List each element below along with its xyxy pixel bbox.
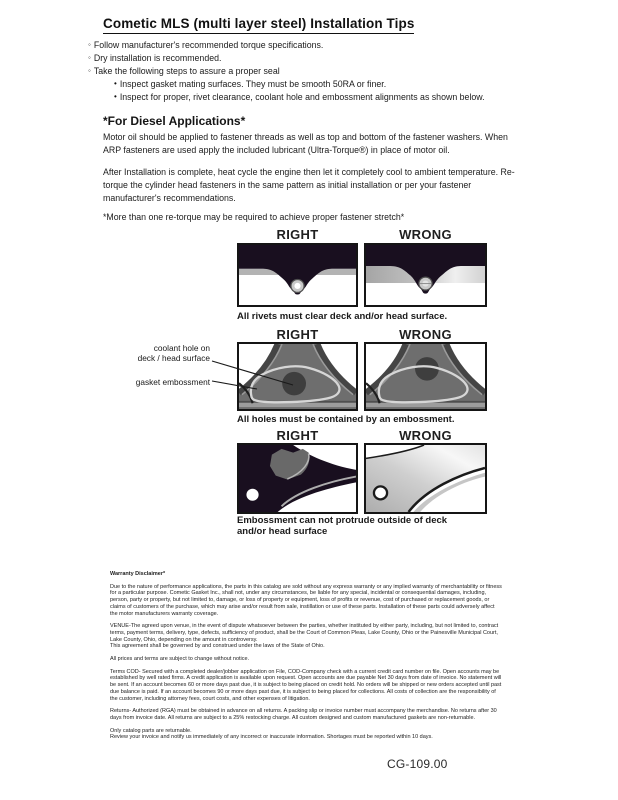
embossment-wrong-illustration (366, 445, 485, 512)
embossment-caption-line1: Embossment can not protrude outside of deck (237, 515, 448, 526)
callout-leader-lines (205, 340, 305, 400)
right-label: RIGHT (276, 327, 319, 342)
disclaimer-catalog-paragraph (110, 728, 502, 741)
diesel-paragraph-1: Motor oil should be applied to fastener threads as well as top and bottom of the fastener washers. When ARP fasteners are used apply the included lubricant (Ultra-Torque®) in place of motor oil. (103, 132, 508, 155)
bullet-item (88, 65, 548, 78)
bullet-text: Take the following steps to assure a proper seal (93, 66, 280, 76)
diagram-rivet-wrong (364, 243, 487, 307)
callout-coolant-hole-line2: deck / head surface (137, 353, 210, 363)
warranty-disclaimer (110, 571, 502, 747)
disclaimer-venue-paragraph (110, 623, 502, 650)
sub-bullet-text: Inspect gasket mating surfaces. They must be smooth 50RA or finer. (119, 79, 387, 89)
embossment-caption (237, 516, 467, 537)
bullet-item (88, 39, 548, 52)
sub-bullet-item (114, 91, 548, 104)
disclaimer-heading: Warranty Disclaimer* (110, 571, 166, 577)
hole-wrong-illustration (366, 344, 485, 409)
hole-caption: All holes must be contained by an embossment. (237, 414, 455, 425)
diesel-paragraph-2: After Installation is complete, heat cycle the engine then let it completely cool to ambient temperature. Re-torque the cylinder head fasteners in the same pattern as initial installation or per your fastener manufacturer's recommendations. (103, 167, 515, 203)
disclaimer-returns-paragraph: Returns- Authorized (RGA) must be obtained in advance on all returns. A packing slip or invoice number must accompany the merchandise. No returns after 30 days from invoice date. All returns are subject to a 25% restocking charge. All custom designed and custom manufactured gaskets are non-returnable. (110, 708, 497, 721)
open-circle-bullet-icon: ◦ (88, 66, 91, 75)
disclaimer-terms-paragraph: Terms COD- Secured with a completed dealer/jobber application on File, COD-Company check with a current credit card number on file. Open accounts may be established by well rated firms. A credit application is available upon request. Open accounts are due payable Net 30 days from date of invoice. No statement will be sent. If an account becomes 60 or more days past due, it is subject to being placed on credit hold. No orders will be shipped or new orders accepted until past due balance is paid. If an account becomes 90 or more days past due, it is subject to being placed for collections. All costs of collection are the responsibility of the customer, including attorney fees, court costs, and other expenses of litigation. (110, 668, 502, 702)
wrong-label: WRONG (399, 428, 452, 443)
diesel-heading: *For Diesel Applications* (103, 114, 246, 128)
embossment-right-illustration (239, 445, 356, 512)
bullet-list (88, 39, 548, 104)
filled-bullet-icon: • (114, 92, 117, 101)
diagram-embossment-wrong (364, 443, 487, 514)
page-title: Cometic MLS (multi layer steel) Installation Tips (103, 16, 414, 34)
bullet-text: Dry installation is recommended. (93, 53, 222, 63)
retorque-note: *More than one re-torque may be required to achieve proper fastener stretch* (103, 212, 405, 222)
disclaimer-prices-paragraph: All prices and terms are subject to change without notice. (110, 656, 250, 663)
sub-bullet-item (114, 78, 548, 91)
callout-coolant-hole-line1: coolant hole on (153, 343, 210, 353)
venue-text: VENUE-The agreed upon venue, in the event of dispute whatsoever between the parties, whether instituted by either party, including, but not limited to, contract terms, payment terms, delivery, type, defects, sufficiency of product, shall be the Court of Common Pleas, Lake County, Ohio or the Painesville Municipal Court, Lake County, Ohio, depending on the amount in controversy. (110, 623, 499, 643)
right-label: RIGHT (276, 227, 319, 242)
bullet-text: Follow manufacturer's recommended torque specifications. (93, 40, 324, 50)
callout-gasket-embossment: gasket embossment (135, 377, 210, 387)
bullet-item (88, 52, 548, 65)
rivet-wrong-illustration (366, 245, 485, 305)
rivet-right-illustration (239, 245, 356, 305)
rivet-caption: All rivets must clear deck and/or head surface. (237, 311, 448, 322)
disclaimer-warranty-paragraph: Due to the nature of performance applications, the parts in this catalog are sold without any express warranty or any implied warranty of merchantability or fitness for a particular purpose. Cometic Gasket Inc., shall not, under any circumstances, be liable for any special, incidental or consequential damages, including, person, party or property, but not limited to, damage, or loss of property or equipment, loss of profits or revenue, cost of purchased or replacement goods, or claims of customers of the purchase, which may arise and/or result from sale, instillation or use of these parts. Installation of these parts could adversely affect the motor manufacturers warranty coverage. (110, 583, 502, 617)
open-circle-bullet-icon: ◦ (88, 40, 91, 49)
open-circle-bullet-icon: ◦ (88, 53, 91, 62)
review-invoice-text: Review your invoice and notify us immediately of any incorrect or inaccurate information. Shortages must be reported within 10 days. (110, 734, 433, 741)
sub-bullet-text: Inspect for proper, rivet clearance, coolant hole and embossment alignments as shown below. (119, 92, 485, 102)
embossment-caption-line2: and/or head surface (237, 525, 328, 537)
wrong-label: WRONG (399, 327, 452, 342)
filled-bullet-icon: • (114, 79, 117, 88)
wrong-label: WRONG (399, 227, 452, 242)
diagram-embossment-right (237, 443, 358, 514)
right-label: RIGHT (276, 428, 319, 443)
page-number: CG-109.00 (387, 757, 448, 771)
diagram-hole-wrong (364, 342, 487, 411)
venue-governed-text: This agreement shall be governed by and construed under the laws of the State of Ohio. (110, 643, 325, 650)
diagram-rivet-right (237, 243, 358, 307)
catalog-returnable-text: Only catalog parts are returnable. (110, 727, 192, 734)
